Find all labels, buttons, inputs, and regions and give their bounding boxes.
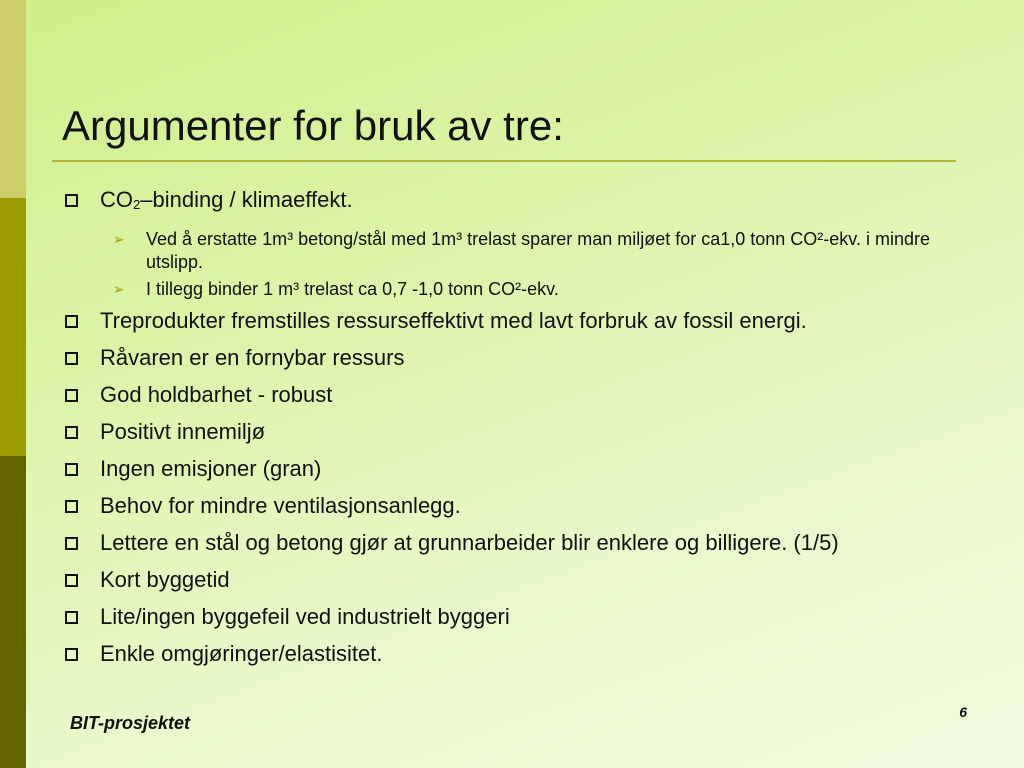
bullet-text: God holdbarhet - robust (100, 382, 333, 407)
slide-title: Argumenter for bruk av tre: (62, 102, 564, 149)
bullet-text: Ingen emisjoner (gran) (100, 456, 322, 481)
square-bullet-icon (65, 648, 78, 661)
sub-bullet (62, 228, 962, 274)
bullet-text: Treprodukter fremstilles ressurseffektivt med lavt forbruk av fossil energi. (100, 308, 807, 333)
square-bullet-icon (65, 352, 78, 365)
title-underline (52, 160, 956, 162)
sub-bullet-text: I tillegg binder 1 m³ trelast ca 0,7 -1,0 tonn CO²-ekv. (146, 279, 559, 299)
square-bullet-icon (65, 463, 78, 476)
bullet-text: Enkle omgjøringer/elastisitet. (100, 641, 383, 666)
page-number: 6 (959, 704, 967, 720)
square-bullet-icon (65, 500, 78, 513)
side-bar-bottom (0, 456, 26, 768)
bullet-text: Råvaren er en fornybar ressurs (100, 345, 405, 370)
bullet (62, 344, 962, 371)
bullet-text: Kort byggetid (100, 567, 230, 592)
bullet-list (62, 186, 962, 677)
bullet-text: Behov for mindre ventilasjonsanlegg. (100, 493, 461, 518)
sub-bullet-text: Ved å erstatte 1m³ betong/stål med 1m³ trelast sparer man miljøet for ca1,0 tonn CO²-ekv. i mindre utslipp. (146, 229, 930, 272)
bullet-text: Lite/ingen byggefeil ved industrielt byggeri (100, 604, 510, 629)
bullet-co2 (62, 186, 962, 218)
bullet (62, 566, 962, 593)
bullet (62, 603, 962, 630)
arrow-bullet-icon: ➢ (113, 231, 125, 247)
square-bullet-icon (65, 537, 78, 550)
sub-bullet (62, 278, 962, 301)
bullet (62, 418, 962, 445)
bullet-text: $CO_2$–binding / klimaeffekt. (100, 187, 353, 212)
bullet (62, 529, 962, 556)
bullet-text: Lettere en stål og betong gjør at grunnarbeider blir enklere og billigere. (1/5) (100, 530, 839, 555)
bullet (62, 307, 962, 334)
side-bar-top (0, 0, 26, 198)
bullet (62, 455, 962, 482)
square-bullet-icon (65, 315, 78, 328)
square-bullet-icon (65, 194, 78, 207)
bullet-text: Positivt innemiljø (100, 419, 266, 444)
arrow-bullet-icon: ➢ (113, 281, 125, 297)
sub-bullet-list (62, 228, 962, 301)
bullet (62, 492, 962, 519)
square-bullet-icon (65, 389, 78, 402)
bullet (62, 381, 962, 408)
footer-text: BIT-prosjektet (70, 713, 191, 733)
bullet (62, 640, 962, 667)
square-bullet-icon (65, 611, 78, 624)
square-bullet-icon (65, 574, 78, 587)
side-bar-middle (0, 198, 26, 456)
square-bullet-icon (65, 426, 78, 439)
